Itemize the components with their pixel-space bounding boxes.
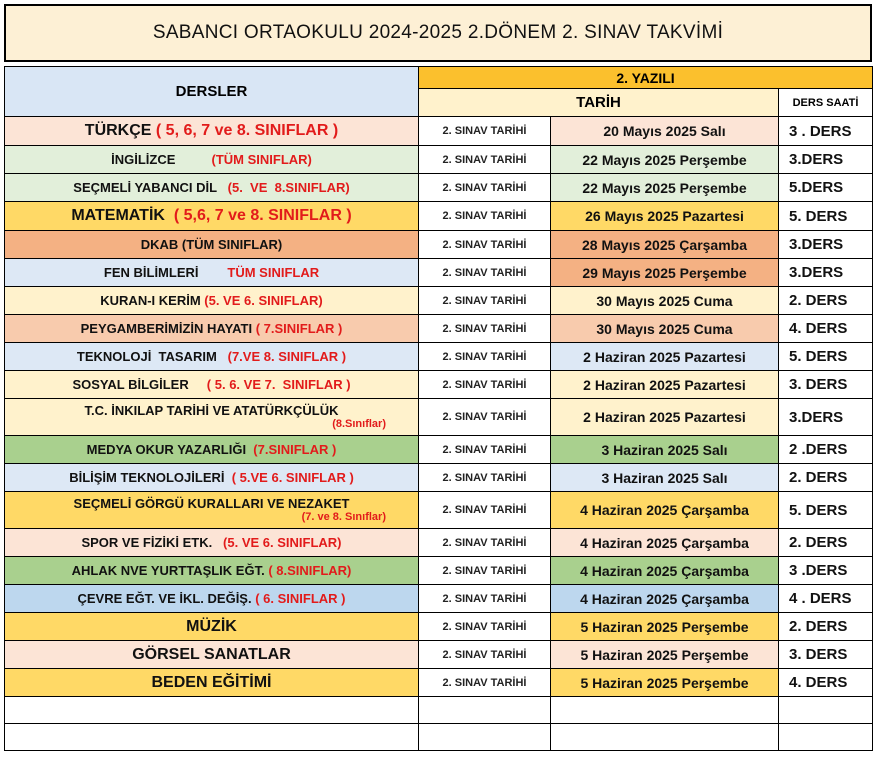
- exam-label-cell: 2. SINAV TARİHİ: [419, 641, 551, 669]
- lesson-scope: TÜM SINIFLAR: [202, 265, 320, 280]
- table-row: [5, 464, 873, 492]
- lesson-name: TÜRKÇE: [84, 122, 156, 139]
- empty-cell: [551, 697, 779, 724]
- table-row: [5, 585, 873, 613]
- header-yazili: 2. YAZILI: [419, 67, 873, 89]
- lesson-scope: (5. VE 6. SINIFLAR): [215, 535, 342, 550]
- table-row: [5, 174, 873, 202]
- lesson-period-cell: 2. DERS: [779, 613, 873, 641]
- table-row: [5, 231, 873, 259]
- empty-row: [5, 697, 873, 724]
- lesson-period-cell: 4 . DERS: [779, 585, 873, 613]
- lesson-cell: [5, 259, 419, 287]
- lesson-scope: ( 6. SINIFLAR ): [255, 591, 346, 606]
- table-row: [5, 613, 873, 641]
- lesson-period-cell: 3.DERS: [779, 259, 873, 287]
- exam-date-cell: 5 Haziran 2025 Perşembe: [551, 669, 779, 697]
- table-row: [5, 492, 873, 529]
- lesson-cell: [5, 315, 419, 343]
- lesson-cell: [5, 641, 419, 669]
- lesson-cell: [5, 231, 419, 259]
- table-row: [5, 399, 873, 436]
- exam-date-cell: 2 Haziran 2025 Pazartesi: [551, 399, 779, 436]
- empty-cell: [419, 724, 551, 751]
- lesson-scope: (5. VE 8.SINIFLAR): [220, 180, 350, 195]
- lesson-cell: [5, 399, 419, 436]
- lesson-period-cell: 2. DERS: [779, 529, 873, 557]
- lesson-period-cell: 3. DERS: [779, 641, 873, 669]
- lesson-period-cell: 2. DERS: [779, 464, 873, 492]
- empty-cell: [551, 724, 779, 751]
- lesson-name: İNGİLİZCE: [111, 152, 176, 167]
- lesson-name: FEN BİLİMLERİ: [103, 265, 203, 280]
- lesson-name: MEDYA OKUR YAZARLIĞI: [86, 442, 250, 457]
- lesson-period-cell: 5. DERS: [779, 492, 873, 529]
- lesson-scope: (8.Sınıflar): [332, 418, 386, 430]
- exam-date-cell: 3 Haziran 2025 Salı: [551, 436, 779, 464]
- exam-date-cell: 2 Haziran 2025 Pazartesi: [551, 343, 779, 371]
- exam-label-cell: 2. SINAV TARİHİ: [419, 117, 551, 146]
- lesson-cell: [5, 557, 419, 585]
- lesson-scope: ( 5,6, 7 ve 8. SINIFLAR ): [169, 207, 352, 224]
- exam-date-cell: 3 Haziran 2025 Salı: [551, 464, 779, 492]
- lesson-cell: [5, 669, 419, 697]
- lesson-name: PEYGAMBERİMİZİN HAYATI: [80, 321, 256, 336]
- exam-date-cell: 4 Haziran 2025 Çarşamba: [551, 585, 779, 613]
- lesson-cell: [5, 146, 419, 174]
- lesson-name: SEÇMELİ YABANCI DİL: [73, 180, 221, 195]
- lesson-name: SPOR VE FİZİKİ ETK.: [81, 535, 216, 550]
- exam-label-cell: 2. SINAV TARİHİ: [419, 287, 551, 315]
- lesson-name: BİLİŞİM TEKNOLOJİLERİ: [69, 470, 229, 485]
- exam-label-cell: 2. SINAV TARİHİ: [419, 585, 551, 613]
- lesson-period-cell: 5.DERS: [779, 174, 873, 202]
- table-row: [5, 669, 873, 697]
- exam-date-cell: 2 Haziran 2025 Pazartesi: [551, 371, 779, 399]
- lesson-period-cell: 3 . DERS: [779, 117, 873, 146]
- exam-label-cell: 2. SINAV TARİHİ: [419, 399, 551, 436]
- exam-label-cell: 2. SINAV TARİHİ: [419, 557, 551, 585]
- header-tarih: TARİH: [419, 89, 779, 117]
- lesson-cell: [5, 585, 419, 613]
- lesson-name: BEDEN EĞİTİMİ: [151, 673, 272, 691]
- exam-date-cell: 20 Mayıs 2025 Salı: [551, 117, 779, 146]
- exam-label-cell: 2. SINAV TARİHİ: [419, 436, 551, 464]
- lesson-scope: (7. ve 8. Sınıflar): [301, 511, 386, 523]
- table-row: [5, 436, 873, 464]
- page-title: SABANCI ORTAOKULU 2024-2025 2.DÖNEM 2. SINAV TAKVİMİ: [4, 4, 872, 62]
- lesson-period-cell: 5. DERS: [779, 202, 873, 231]
- exam-label-cell: 2. SINAV TARİHİ: [419, 259, 551, 287]
- table-row: [5, 557, 873, 585]
- lesson-name: KURAN-I KERİM: [100, 293, 205, 308]
- table-row: [5, 287, 873, 315]
- table-row: [5, 343, 873, 371]
- lesson-name: SEÇMELİ GÖRGÜ KURALLARI VE NEZAKET: [73, 496, 350, 511]
- empty-cell: [779, 724, 873, 751]
- table-row: [5, 641, 873, 669]
- lesson-period-cell: 3.DERS: [779, 399, 873, 436]
- exam-date-cell: 30 Mayıs 2025 Cuma: [551, 315, 779, 343]
- exam-date-cell: 4 Haziran 2025 Çarşamba: [551, 557, 779, 585]
- table-row: [5, 202, 873, 231]
- exam-label-cell: 2. SINAV TARİHİ: [419, 492, 551, 529]
- table-row: [5, 259, 873, 287]
- lesson-name: MATEMATİK: [71, 207, 170, 224]
- empty-cell: [779, 697, 873, 724]
- lesson-period-cell: 5. DERS: [779, 343, 873, 371]
- empty-row: [5, 724, 873, 751]
- lesson-scope: ( 7.SINIFLAR ): [255, 321, 343, 336]
- lesson-name: T.C. İNKILAP TARİHİ VE ATATÜRKÇÜLÜK: [84, 403, 339, 418]
- lesson-name: DKAB (TÜM SINIFLAR): [140, 237, 283, 252]
- exam-date-cell: 28 Mayıs 2025 Çarşamba: [551, 231, 779, 259]
- lesson-scope: (7.VE 8. SINIFLAR ): [220, 349, 347, 364]
- exam-date-cell: 30 Mayıs 2025 Cuma: [551, 287, 779, 315]
- lesson-name: GÖRSEL SANATLAR: [132, 645, 291, 663]
- lesson-scope: ( 5.VE 6. SINIFLAR ): [228, 470, 354, 485]
- lesson-period-cell: 2. DERS: [779, 287, 873, 315]
- lesson-cell: [5, 287, 419, 315]
- table-row: [5, 315, 873, 343]
- lesson-scope: ( 5. 6. VE 7. SINIFLAR ): [192, 377, 351, 392]
- lesson-name: TEKNOLOJİ TASARIM: [76, 349, 221, 364]
- exam-label-cell: 2. SINAV TARİHİ: [419, 464, 551, 492]
- exam-label-cell: 2. SINAV TARİHİ: [419, 315, 551, 343]
- exam-date-cell: 5 Haziran 2025 Perşembe: [551, 613, 779, 641]
- lesson-scope: ( 8.SINIFLAR): [268, 563, 352, 578]
- table-row: [5, 529, 873, 557]
- lesson-cell: [5, 436, 419, 464]
- lesson-scope: (7.SINIFLAR ): [249, 442, 337, 457]
- exam-date-cell: 4 Haziran 2025 Çarşamba: [551, 492, 779, 529]
- exam-label-cell: 2. SINAV TARİHİ: [419, 669, 551, 697]
- lesson-cell: [5, 174, 419, 202]
- table-row: [5, 371, 873, 399]
- exam-label-cell: 2. SINAV TARİHİ: [419, 202, 551, 231]
- exam-date-cell: 26 Mayıs 2025 Pazartesi: [551, 202, 779, 231]
- empty-cell: [5, 697, 419, 724]
- table-row: [5, 146, 873, 174]
- lesson-name: MÜZİK: [186, 617, 237, 635]
- lesson-cell: [5, 529, 419, 557]
- header-dersler: DERSLER: [5, 67, 419, 117]
- exam-label-cell: 2. SINAV TARİHİ: [419, 231, 551, 259]
- lesson-cell: [5, 492, 419, 529]
- table-row: [5, 117, 873, 146]
- lesson-period-cell: 4. DERS: [779, 315, 873, 343]
- lesson-name: SOSYAL BİLGİLER: [72, 377, 193, 392]
- header-row-1: [5, 67, 873, 89]
- exam-label-cell: 2. SINAV TARİHİ: [419, 529, 551, 557]
- exam-label-cell: 2. SINAV TARİHİ: [419, 613, 551, 641]
- lesson-scope: (5. VE 6. SINIFLAR): [204, 293, 323, 308]
- exam-label-cell: 2. SINAV TARİHİ: [419, 174, 551, 202]
- lesson-period-cell: 3.DERS: [779, 231, 873, 259]
- lesson-cell: [5, 371, 419, 399]
- exam-date-cell: 5 Haziran 2025 Perşembe: [551, 641, 779, 669]
- exam-date-cell: 29 Mayıs 2025 Perşembe: [551, 259, 779, 287]
- lesson-period-cell: 4. DERS: [779, 669, 873, 697]
- empty-cell: [419, 697, 551, 724]
- empty-cell: [5, 724, 419, 751]
- lesson-period-cell: 3. DERS: [779, 371, 873, 399]
- exam-schedule-table: [4, 66, 873, 751]
- lesson-period-cell: 2 .DERS: [779, 436, 873, 464]
- header-ders-saati: DERS SAATİ: [779, 89, 873, 117]
- lesson-name: AHLAK NVE YURTTAŞLIK EĞT.: [71, 563, 269, 578]
- lesson-cell: [5, 613, 419, 641]
- lesson-cell: [5, 117, 419, 146]
- exam-date-cell: 22 Mayıs 2025 Perşembe: [551, 146, 779, 174]
- lesson-cell: [5, 202, 419, 231]
- exam-label-cell: 2. SINAV TARİHİ: [419, 146, 551, 174]
- lesson-scope: (TÜM SINIFLAR): [175, 152, 312, 167]
- exam-label-cell: 2. SINAV TARİHİ: [419, 343, 551, 371]
- exam-date-cell: 22 Mayıs 2025 Perşembe: [551, 174, 779, 202]
- lesson-scope: ( 5, 6, 7 ve 8. SINIFLAR ): [155, 122, 339, 139]
- lesson-cell: [5, 343, 419, 371]
- lesson-cell: [5, 464, 419, 492]
- exam-label-cell: 2. SINAV TARİHİ: [419, 371, 551, 399]
- lesson-period-cell: 3.DERS: [779, 146, 873, 174]
- lesson-period-cell: 3 .DERS: [779, 557, 873, 585]
- lesson-name: ÇEVRE EĞT. VE İKL. DEĞİŞ.: [77, 591, 256, 606]
- exam-date-cell: 4 Haziran 2025 Çarşamba: [551, 529, 779, 557]
